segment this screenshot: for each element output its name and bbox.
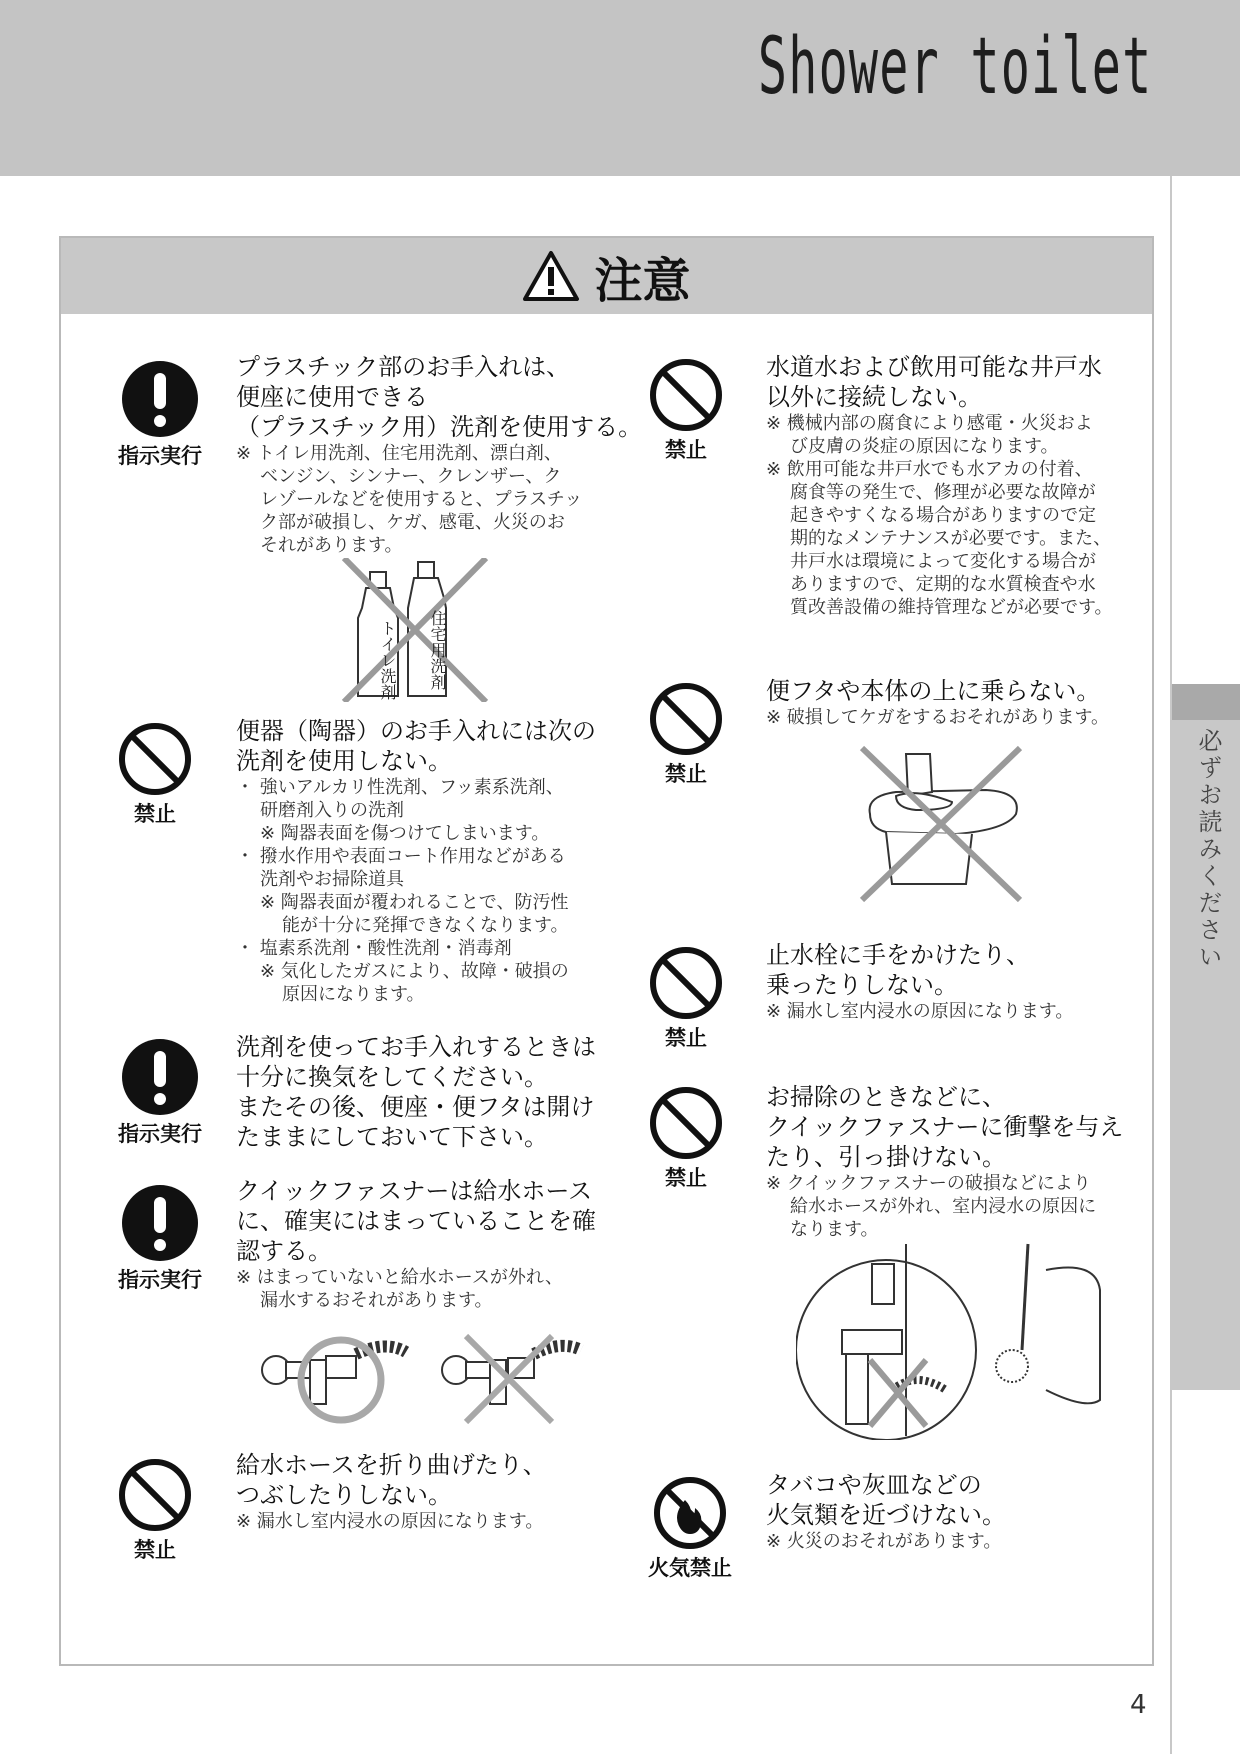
side-tab-label: 必ずお読みください [1194, 728, 1222, 971]
mandatory-label: 指示実行 [118, 444, 202, 468]
mandatory-label: 指示実行 [118, 1122, 202, 1146]
prohibited-sign [636, 682, 736, 788]
item-note [236, 776, 616, 1006]
heading-line: 以外に接続しない。 [766, 383, 982, 411]
prohibited-icon [649, 1086, 723, 1160]
item-heading [236, 716, 616, 776]
heading-line: 認する。 [236, 1237, 332, 1265]
prohibited-icon [118, 1458, 192, 1532]
heading-line: クイックファスナーは給水ホース [236, 1177, 593, 1205]
fastener-illustration [256, 1330, 586, 1430]
toilet-step-icon [856, 744, 1026, 904]
caution-item-stop-valve [766, 940, 1136, 1023]
exclamation-circle-icon [121, 1184, 199, 1262]
side-tab-marker [1172, 684, 1240, 720]
heading-line: またその後、便座・便フタは開け [236, 1093, 595, 1121]
brand-logo: Shower toilet [757, 22, 1152, 112]
heading-line: 便器（陶器）のお手入れには次の [236, 717, 596, 745]
item-heading [236, 1176, 616, 1266]
heading-line: たままにしておいて下さい。 [236, 1123, 548, 1151]
prohibited-label: 禁止 [665, 1026, 707, 1050]
prohibited-label: 禁止 [134, 1538, 176, 1562]
mandatory-label: 指示実行 [118, 1268, 202, 1292]
bullet-line: 研磨剤入りの洗剤 [260, 800, 404, 821]
caution-item-plastic-cleaning [236, 352, 643, 557]
note-line: 給水ホースが外れ、室内浸水の原因に [790, 1196, 1097, 1217]
no-fire-icon [653, 1476, 727, 1550]
heading-line: タバコや灰皿などの [766, 1471, 982, 1499]
exclamation-circle-icon [121, 360, 199, 438]
note-line: 腐食等の発生で、修理が必要な故障が [790, 482, 1096, 503]
heading-line: 十分に換気をしてください。 [236, 1063, 548, 1091]
item-heading [766, 352, 1136, 412]
heading-line: 乗ったりしない。 [766, 971, 958, 999]
heading-line: 水道水および飲用可能な井戸水 [766, 353, 1102, 381]
note-line: ※ 飲用可能な井戸水でも水アカの付着、 [766, 459, 1093, 480]
caution-item-hose-bending [236, 1450, 616, 1533]
bullet-line: ・ 撥水作用や表面コート作用などがある [236, 846, 566, 867]
prohibited-sign [636, 1086, 736, 1192]
item-note [766, 1172, 1136, 1241]
note-line: ※ 破損してケガをするおそれがあります。 [766, 707, 1110, 728]
item-note [236, 1510, 616, 1533]
prohibited-sign [636, 358, 736, 464]
item-note [766, 706, 1136, 729]
mandatory-sign [110, 360, 210, 470]
caution-item-fastener-impact [766, 1082, 1136, 1241]
caution-item-water-source [766, 352, 1136, 619]
item-heading [236, 352, 643, 442]
note-line: び皮膚の炎症の原因になります。 [790, 436, 1059, 457]
caution-item-ceramic-cleaning [236, 716, 616, 1006]
note-line: それがあります。 [260, 535, 403, 556]
note-line: ※ 陶器表面を傷つけてしまいます。 [260, 823, 550, 844]
item-note [766, 1000, 1136, 1023]
prohibited-sign [636, 946, 736, 1052]
note-line: ※ 漏水し室内浸水の原因になります。 [766, 1001, 1074, 1022]
note-line: なります。 [790, 1219, 879, 1240]
prohibited-label: 禁止 [665, 438, 707, 462]
standing-on-toilet-illustration [856, 744, 1026, 904]
note-line: レゾールなどを使用すると、プラスチッ [260, 489, 583, 510]
heading-line: 便座に使用できる [236, 383, 428, 411]
caution-item-ventilation [236, 1032, 616, 1152]
heading-line: 洗剤を使ってお手入れするときは [236, 1033, 596, 1061]
item-heading [236, 1032, 616, 1152]
heading-line: 給水ホースを折り曲げたり、 [236, 1451, 547, 1479]
item-note [766, 412, 1136, 619]
no-fire-label: 火気禁止 [648, 1556, 732, 1580]
heading-line: 洗剤を使用しない。 [236, 747, 452, 775]
fastener-icon [256, 1330, 586, 1430]
prohibited-label: 禁止 [665, 762, 707, 786]
note-line: ベンジン、シンナー、クレンザー、ク [260, 466, 562, 487]
note-line: ク部が破損し、ケガ、感電、火災のお [260, 512, 565, 533]
note-line: ※ 機械内部の腐食により感電・火災およ [766, 413, 1093, 434]
bottle-label-house: 住宅用洗剤 [428, 610, 447, 690]
note-line: 能が十分に発揮できなくなります。 [282, 915, 569, 936]
heading-line: （プラスチック用）洗剤を使用する。 [236, 413, 643, 441]
caution-title [61, 238, 1152, 314]
mandatory-sign [110, 1038, 210, 1148]
caution-item-standing [766, 676, 1136, 729]
bullet-line: 洗剤やお掃除道具 [260, 869, 404, 890]
mandatory-sign [110, 1184, 210, 1294]
note-line: ※ 火災のおそれがあります。 [766, 1531, 1002, 1552]
heading-line: たり、引っ掛けない。 [766, 1143, 1006, 1171]
exclamation-circle-icon [121, 1038, 199, 1116]
item-heading [766, 940, 1136, 1000]
prohibited-label: 禁止 [134, 802, 176, 826]
item-heading [766, 1082, 1136, 1172]
note-line: 漏水するおそれがあります。 [260, 1290, 493, 1311]
prohibited-icon [649, 682, 723, 756]
item-note [236, 1266, 616, 1312]
note-line: 井戸水は環境によって変化する場合が [790, 551, 1096, 572]
heading-line: 止水栓に手をかけたり、 [766, 941, 1030, 969]
note-line: 期的なメンテナンスが必要です。また、 [790, 528, 1112, 549]
caution-item-quick-fastener [236, 1176, 616, 1312]
page-number: 4 [1130, 1690, 1147, 1720]
note-line: 起きやすくなる場合がありますので定 [790, 505, 1096, 526]
note-line: ※ 漏水し室内浸水の原因になります。 [236, 1511, 544, 1532]
caution-item-fire [766, 1470, 1136, 1553]
note-line: ※ はまっていないと給水ホースが外れ、 [236, 1267, 563, 1288]
note-line: ※ 陶器表面が覆われることで、防汚性 [260, 892, 569, 913]
warning-triangle-icon [522, 250, 580, 302]
caution-title-text: 注意 [594, 252, 691, 309]
heading-line: お掃除のときなどに、 [766, 1083, 1006, 1111]
fastener-detail-icon [796, 1240, 1106, 1440]
heading-line: クイックファスナーに衝撃を与え [766, 1113, 1124, 1141]
item-heading [766, 676, 1136, 706]
prohibited-label: 禁止 [665, 1166, 707, 1190]
note-line: 質改善設備の維持管理などが必要です。 [790, 597, 1113, 618]
bullet-line: ・ 塩素系洗剤・酸性洗剤・消毒剤 [236, 938, 512, 959]
prohibited-icon [649, 358, 723, 432]
bullet-line: ・ 強いアルカリ性洗剤、フッ素系洗剤、 [236, 777, 564, 798]
note-line: ※ トイレ用洗剤、住宅用洗剤、漂白剤、 [236, 443, 562, 464]
note-line: ※ クイックファスナーの破損などにより [766, 1173, 1091, 1194]
no-fire-sign [640, 1476, 740, 1582]
heading-line: 火気類を近づけない。 [766, 1501, 1006, 1529]
heading-line: つぶしたりしない。 [236, 1481, 452, 1509]
item-heading [236, 1450, 616, 1510]
item-note [236, 442, 616, 557]
item-note [766, 1530, 1136, 1553]
page-header [0, 0, 1240, 176]
heading-line: 便フタや本体の上に乗らない。 [766, 677, 1101, 705]
note-line: ありますので、定期的な水質検査や水 [790, 574, 1096, 595]
heading-line: に、確実にはまっていることを確 [236, 1207, 596, 1235]
prohibited-sign [105, 1458, 205, 1564]
bottle-label-toilet: トイレ洗剤 [378, 620, 397, 700]
note-line: 原因になります。 [282, 984, 425, 1005]
note-line: ※ 気化したガスにより、故障・破損の [260, 961, 569, 982]
detergent-bottles-illustration [340, 558, 490, 702]
heading-line: プラスチック部のお手入れは、 [236, 353, 571, 381]
prohibited-icon [649, 946, 723, 1020]
prohibited-sign [105, 722, 205, 828]
item-heading [766, 1470, 1136, 1530]
fastener-impact-illustration [796, 1240, 1106, 1440]
prohibited-icon [118, 722, 192, 796]
